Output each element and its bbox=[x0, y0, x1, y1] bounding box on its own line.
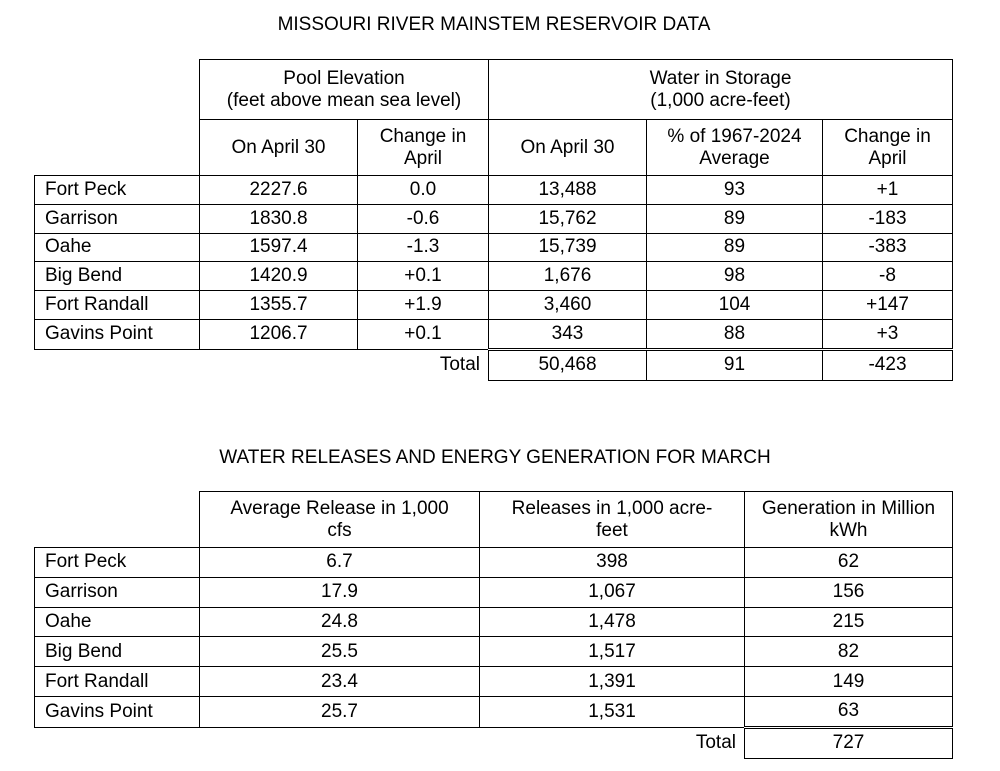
header-blank bbox=[35, 60, 200, 120]
releases-energy-table bbox=[34, 491, 953, 759]
col-header-releases: Releases in 1,000 acre- feet bbox=[480, 492, 745, 548]
reservoir-name: Fort Randall bbox=[35, 291, 200, 320]
table-row bbox=[35, 291, 953, 320]
cell-elevation: 1206.7 bbox=[200, 319, 358, 349]
cell-releases: 398 bbox=[480, 548, 745, 578]
cell-avg-release: 17.9 bbox=[200, 577, 480, 607]
reservoir-name: Garrison bbox=[35, 577, 200, 607]
col-header-pct-average: % of 1967-2024 Average bbox=[647, 120, 823, 176]
col-header-elevation-change: Change in April bbox=[358, 120, 489, 176]
cell-pct-average: 89 bbox=[647, 233, 823, 262]
reservoir-name: Garrison bbox=[35, 204, 200, 233]
cell-generation: 149 bbox=[745, 667, 953, 697]
cell-releases: 1,067 bbox=[480, 577, 745, 607]
cell-elevation: 2227.6 bbox=[200, 176, 358, 205]
reservoir-name: Big Bend bbox=[35, 262, 200, 291]
cell-releases: 1,517 bbox=[480, 637, 745, 667]
reservoir-name: Gavins Point bbox=[35, 319, 200, 349]
reservoir-data-table bbox=[34, 59, 953, 381]
cell-storage: 13,488 bbox=[489, 176, 647, 205]
total-label: Total bbox=[695, 732, 736, 754]
cell-avg-release: 25.7 bbox=[200, 696, 480, 727]
table-row bbox=[35, 667, 953, 697]
cell-releases: 1,478 bbox=[480, 607, 745, 637]
table-row bbox=[35, 319, 953, 349]
cell-storage-change: -383 bbox=[823, 233, 953, 262]
cell-elevation: 1355.7 bbox=[200, 291, 358, 320]
reservoir-name: Oahe bbox=[35, 607, 200, 637]
col-header-storage-change: Change in April bbox=[823, 120, 953, 176]
table-row bbox=[35, 696, 953, 727]
cell-storage-change: +147 bbox=[823, 291, 953, 320]
cell-elevation: 1597.4 bbox=[200, 233, 358, 262]
cell-elevation-change: +1.9 bbox=[358, 291, 489, 320]
cell-storage: 15,739 bbox=[489, 233, 647, 262]
total-pct-average: 91 bbox=[647, 349, 823, 380]
col-header-generation: Generation in Million kWh bbox=[745, 492, 953, 548]
total-storage: 50,468 bbox=[489, 349, 647, 380]
cell-elevation-change: -1.3 bbox=[358, 233, 489, 262]
cell-storage: 1,676 bbox=[489, 262, 647, 291]
total-row bbox=[35, 349, 953, 380]
cell-pct-average: 93 bbox=[647, 176, 823, 205]
header-blank bbox=[35, 120, 200, 176]
col-header-avg-release: Average Release in 1,000 cfs bbox=[200, 492, 480, 548]
col-header-storage: On April 30 bbox=[489, 120, 647, 176]
table-row bbox=[35, 637, 953, 667]
cell-storage-change: +3 bbox=[823, 319, 953, 349]
cell-pct-average: 104 bbox=[647, 291, 823, 320]
header-blank bbox=[35, 492, 200, 548]
total-row bbox=[35, 727, 953, 758]
group-header-pool-elevation: Pool Elevation (feet above mean sea level) bbox=[200, 60, 489, 120]
total-generation: 727 bbox=[745, 727, 953, 758]
cell-generation: 215 bbox=[745, 607, 953, 637]
table-row bbox=[35, 233, 953, 262]
reservoir-name: Big Bend bbox=[35, 637, 200, 667]
cell-elevation: 1830.8 bbox=[200, 204, 358, 233]
reservoir-table-title: MISSOURI RIVER MAINSTEM RESERVOIR DATA bbox=[277, 14, 711, 35]
cell-storage-change: -183 bbox=[823, 204, 953, 233]
cell-releases: 1,391 bbox=[480, 667, 745, 697]
cell-elevation-change: +0.1 bbox=[358, 319, 489, 349]
cell-elevation-change: -0.6 bbox=[358, 204, 489, 233]
cell-elevation-change: +0.1 bbox=[358, 262, 489, 291]
col-header-elevation: On April 30 bbox=[200, 120, 358, 176]
table-row bbox=[35, 577, 953, 607]
table-row bbox=[35, 548, 953, 578]
cell-pct-average: 89 bbox=[647, 204, 823, 233]
table-row bbox=[35, 176, 953, 205]
cell-generation: 156 bbox=[745, 577, 953, 607]
releases-table-title: WATER RELEASES AND ENERGY GENERATION FOR MARCH bbox=[219, 447, 771, 468]
total-storage-change: -423 bbox=[823, 349, 953, 380]
reservoir-name: Fort Peck bbox=[35, 548, 200, 578]
cell-avg-release: 6.7 bbox=[200, 548, 480, 578]
cell-elevation-change: 0.0 bbox=[358, 176, 489, 205]
reservoir-name: Gavins Point bbox=[35, 696, 200, 727]
cell-avg-release: 23.4 bbox=[200, 667, 480, 697]
reservoir-name: Fort Peck bbox=[35, 176, 200, 205]
cell-elevation: 1420.9 bbox=[200, 262, 358, 291]
table-row bbox=[35, 607, 953, 637]
cell-storage: 3,460 bbox=[489, 291, 647, 320]
cell-storage-change: +1 bbox=[823, 176, 953, 205]
cell-generation: 82 bbox=[745, 637, 953, 667]
table-row bbox=[35, 204, 953, 233]
cell-storage-change: -8 bbox=[823, 262, 953, 291]
cell-generation: 62 bbox=[745, 548, 953, 578]
cell-avg-release: 24.8 bbox=[200, 607, 480, 637]
cell-pct-average: 98 bbox=[647, 262, 823, 291]
cell-storage: 343 bbox=[489, 319, 647, 349]
table-row bbox=[35, 262, 953, 291]
cell-storage: 15,762 bbox=[489, 204, 647, 233]
group-header-water-storage: Water in Storage (1,000 acre-feet) bbox=[489, 60, 953, 120]
cell-generation: 63 bbox=[745, 696, 953, 727]
cell-pct-average: 88 bbox=[647, 319, 823, 349]
reservoir-name: Fort Randall bbox=[35, 667, 200, 697]
cell-avg-release: 25.5 bbox=[200, 637, 480, 667]
total-label: Total bbox=[439, 354, 480, 376]
reservoir-name: Oahe bbox=[35, 233, 200, 262]
cell-releases: 1,531 bbox=[480, 696, 745, 727]
